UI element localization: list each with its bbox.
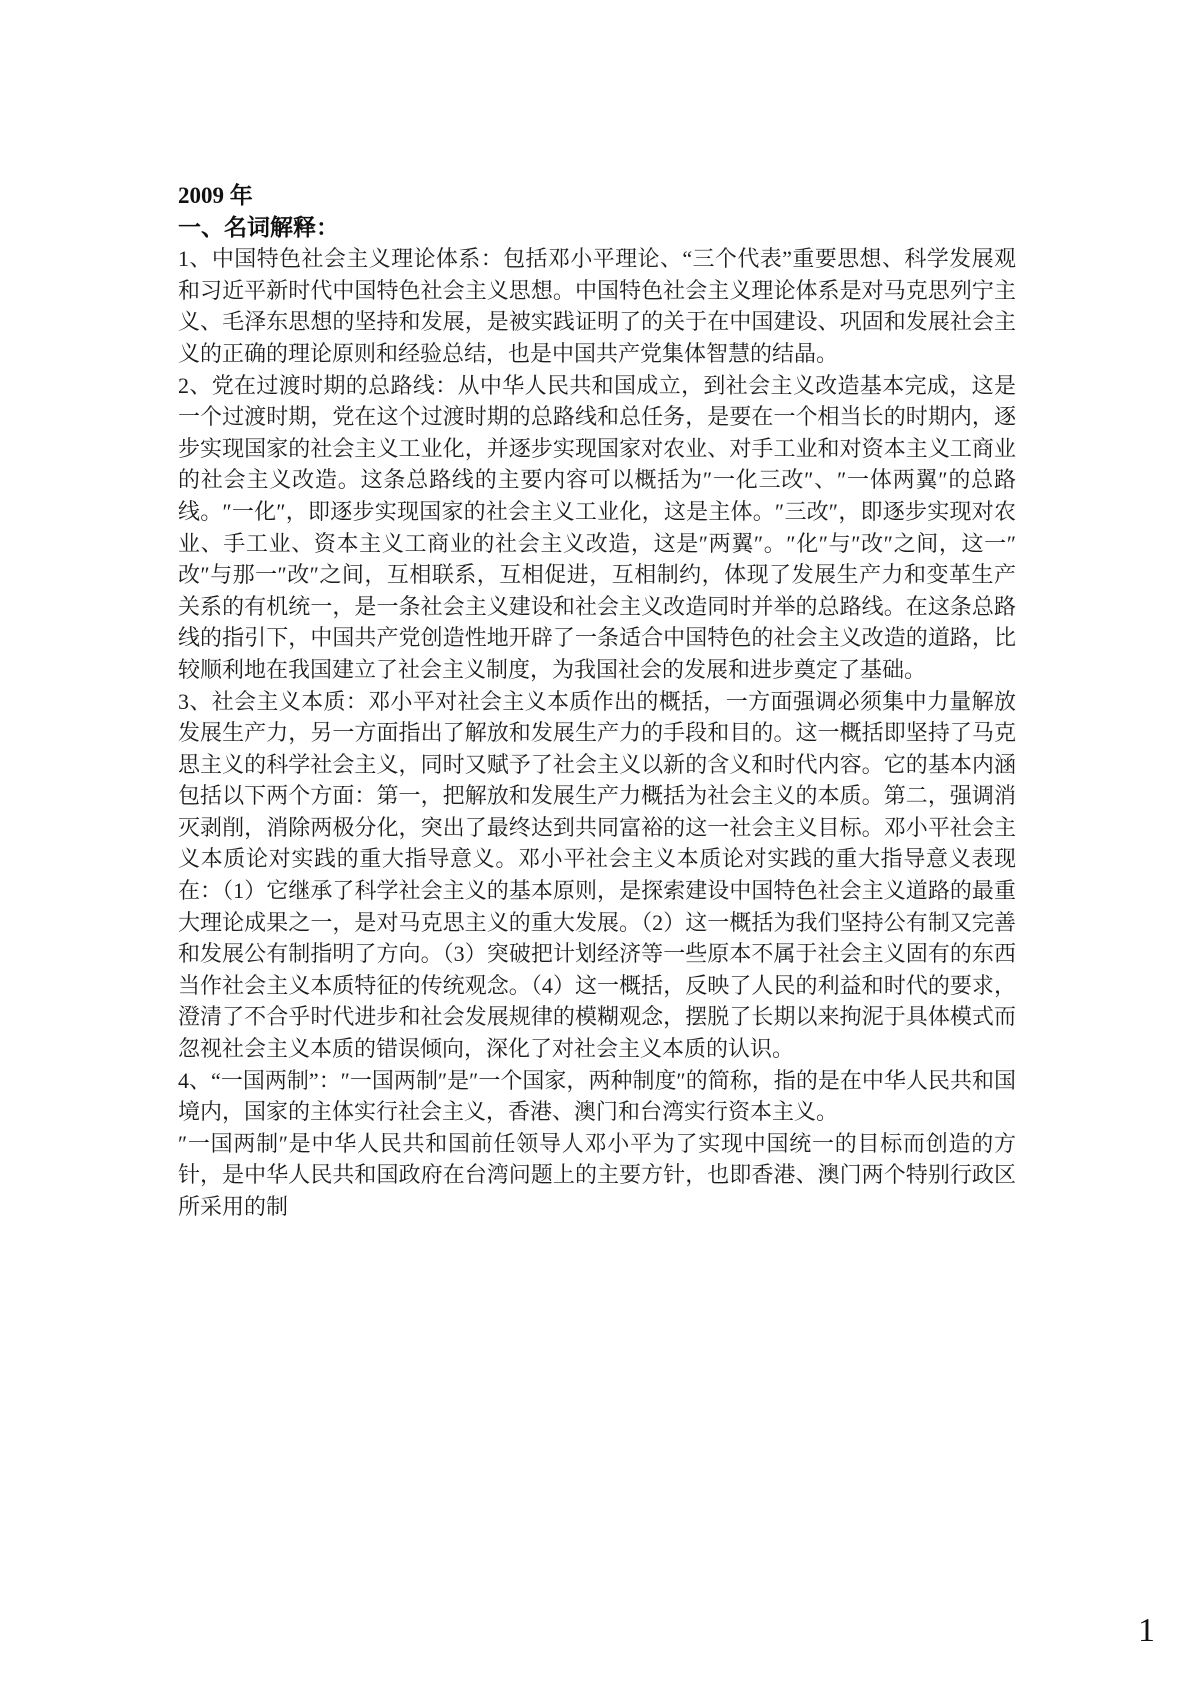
section-heading: 一、名词解释： bbox=[178, 214, 339, 240]
page-number: 1 bbox=[1138, 1612, 1155, 1649]
document-content bbox=[178, 180, 1016, 1223]
paragraph-term-2-general-line: 2、党在过渡时期的总路线：从中华人民共和国成立，到社会主义改造基本完成，这是一个过渡时期，党在这个过渡时期的总路线和总任务，是要在一个相当长的时期内，逐步实现国家的社会主义工业化，并逐步实现国家对农业、对手工业和对资本主义工商业的社会主义改造。这条总路线的主要内容可以概括为″一化三改″、″一体两翼″的总路线。″一化″，即逐步实现国家的社会主义工业化，这是主体。″三改″，即逐步实现对农业、手工业、资本主义工商业的社会主义改造，这是″两翼″。″化″与″改″之间，这一″改″与那一″改″之间，互相联系，互相促进，互相制约，体现了发展生产力和变革生产关系的有机统一，是一条社会主义建设和社会主义改造同时并举的总路线。在这条总路线的指引下，中国共产党创造性地开辟了一条适合中国特色的社会主义改造的道路，比较顺利地在我国建立了社会主义制度，为我国社会的发展和进步奠定了基础。 bbox=[178, 372, 1016, 682]
paragraph-term-1-theory-system: 1、中国特色社会主义理论体系：包括邓小平理论、“三个代表”重要思想、科学发展观和习近平新时代中国特色社会主义思想。中国特色社会主义理论体系是对马克思列宁主义、毛泽东思想的坚持和发展，是被实践证明了的关于在中国建设、巩固和发展社会主义的正确的理论原则和经验总结，也是中国共产党集体智慧的结晶。 bbox=[178, 246, 1016, 366]
paragraph-term-3-socialism-essence: 3、社会主义本质：邓小平对社会主义本质作出的概括，一方面强调必须集中力量解放发展生产力，另一方面指出了解放和发展生产力的手段和目的。这一概括即坚持了马克思主义的科学社会主义，同时又赋予了社会主义以新的含义和时代内容。它的基本内涵包括以下两个方面：第一，把解放和发展生产力概括为社会主义的本质。第二，强调消灭剥削，消除两极分化，突出了最终达到共同富裕的这一社会主义目标。邓小平社会主义本质论对实践的重大指导意义。邓小平社会主义本质论对实践的重大指导意义表现在：（1）它继承了科学社会主义的基本原则，是探索建设中国特色社会主义道路的最重大理论成果之一，是对马克思主义的重大发展。（2）这一概括为我们坚持公有制又完善和发展公有制指明了方向。（3）突破把计划经济等一些原本不属于社会主义固有的东西当作社会主义本质特征的传统观念。（4）这一概括，反映了人民的利益和时代的要求，澄清了不合乎时代进步和社会发展规律的模糊观念，摆脱了长期以来拘泥于具体模式而忽视社会主义本质的错误倾向，深化了对社会主义本质的认识。 bbox=[178, 688, 1016, 1062]
paragraph-term-4-continuation: ″一国两制″是中华人民共和国前任领导人邓小平为了实现中国统一的目标而创造的方针，是中华人民共和国政府在台湾问题上的主要方针，也即香港、澳门两个特别行政区所采用的制 bbox=[178, 1130, 1016, 1219]
year-title: 2009 年 bbox=[178, 183, 253, 208]
paragraph-term-4-one-country-two-systems: 4、“一国两制”：″一国两制″是″一个国家，两种制度″的简称，指的是在中华人民共和国境内，国家的主体实行社会主义，香港、澳门和台湾实行资本主义。 bbox=[178, 1067, 1016, 1125]
